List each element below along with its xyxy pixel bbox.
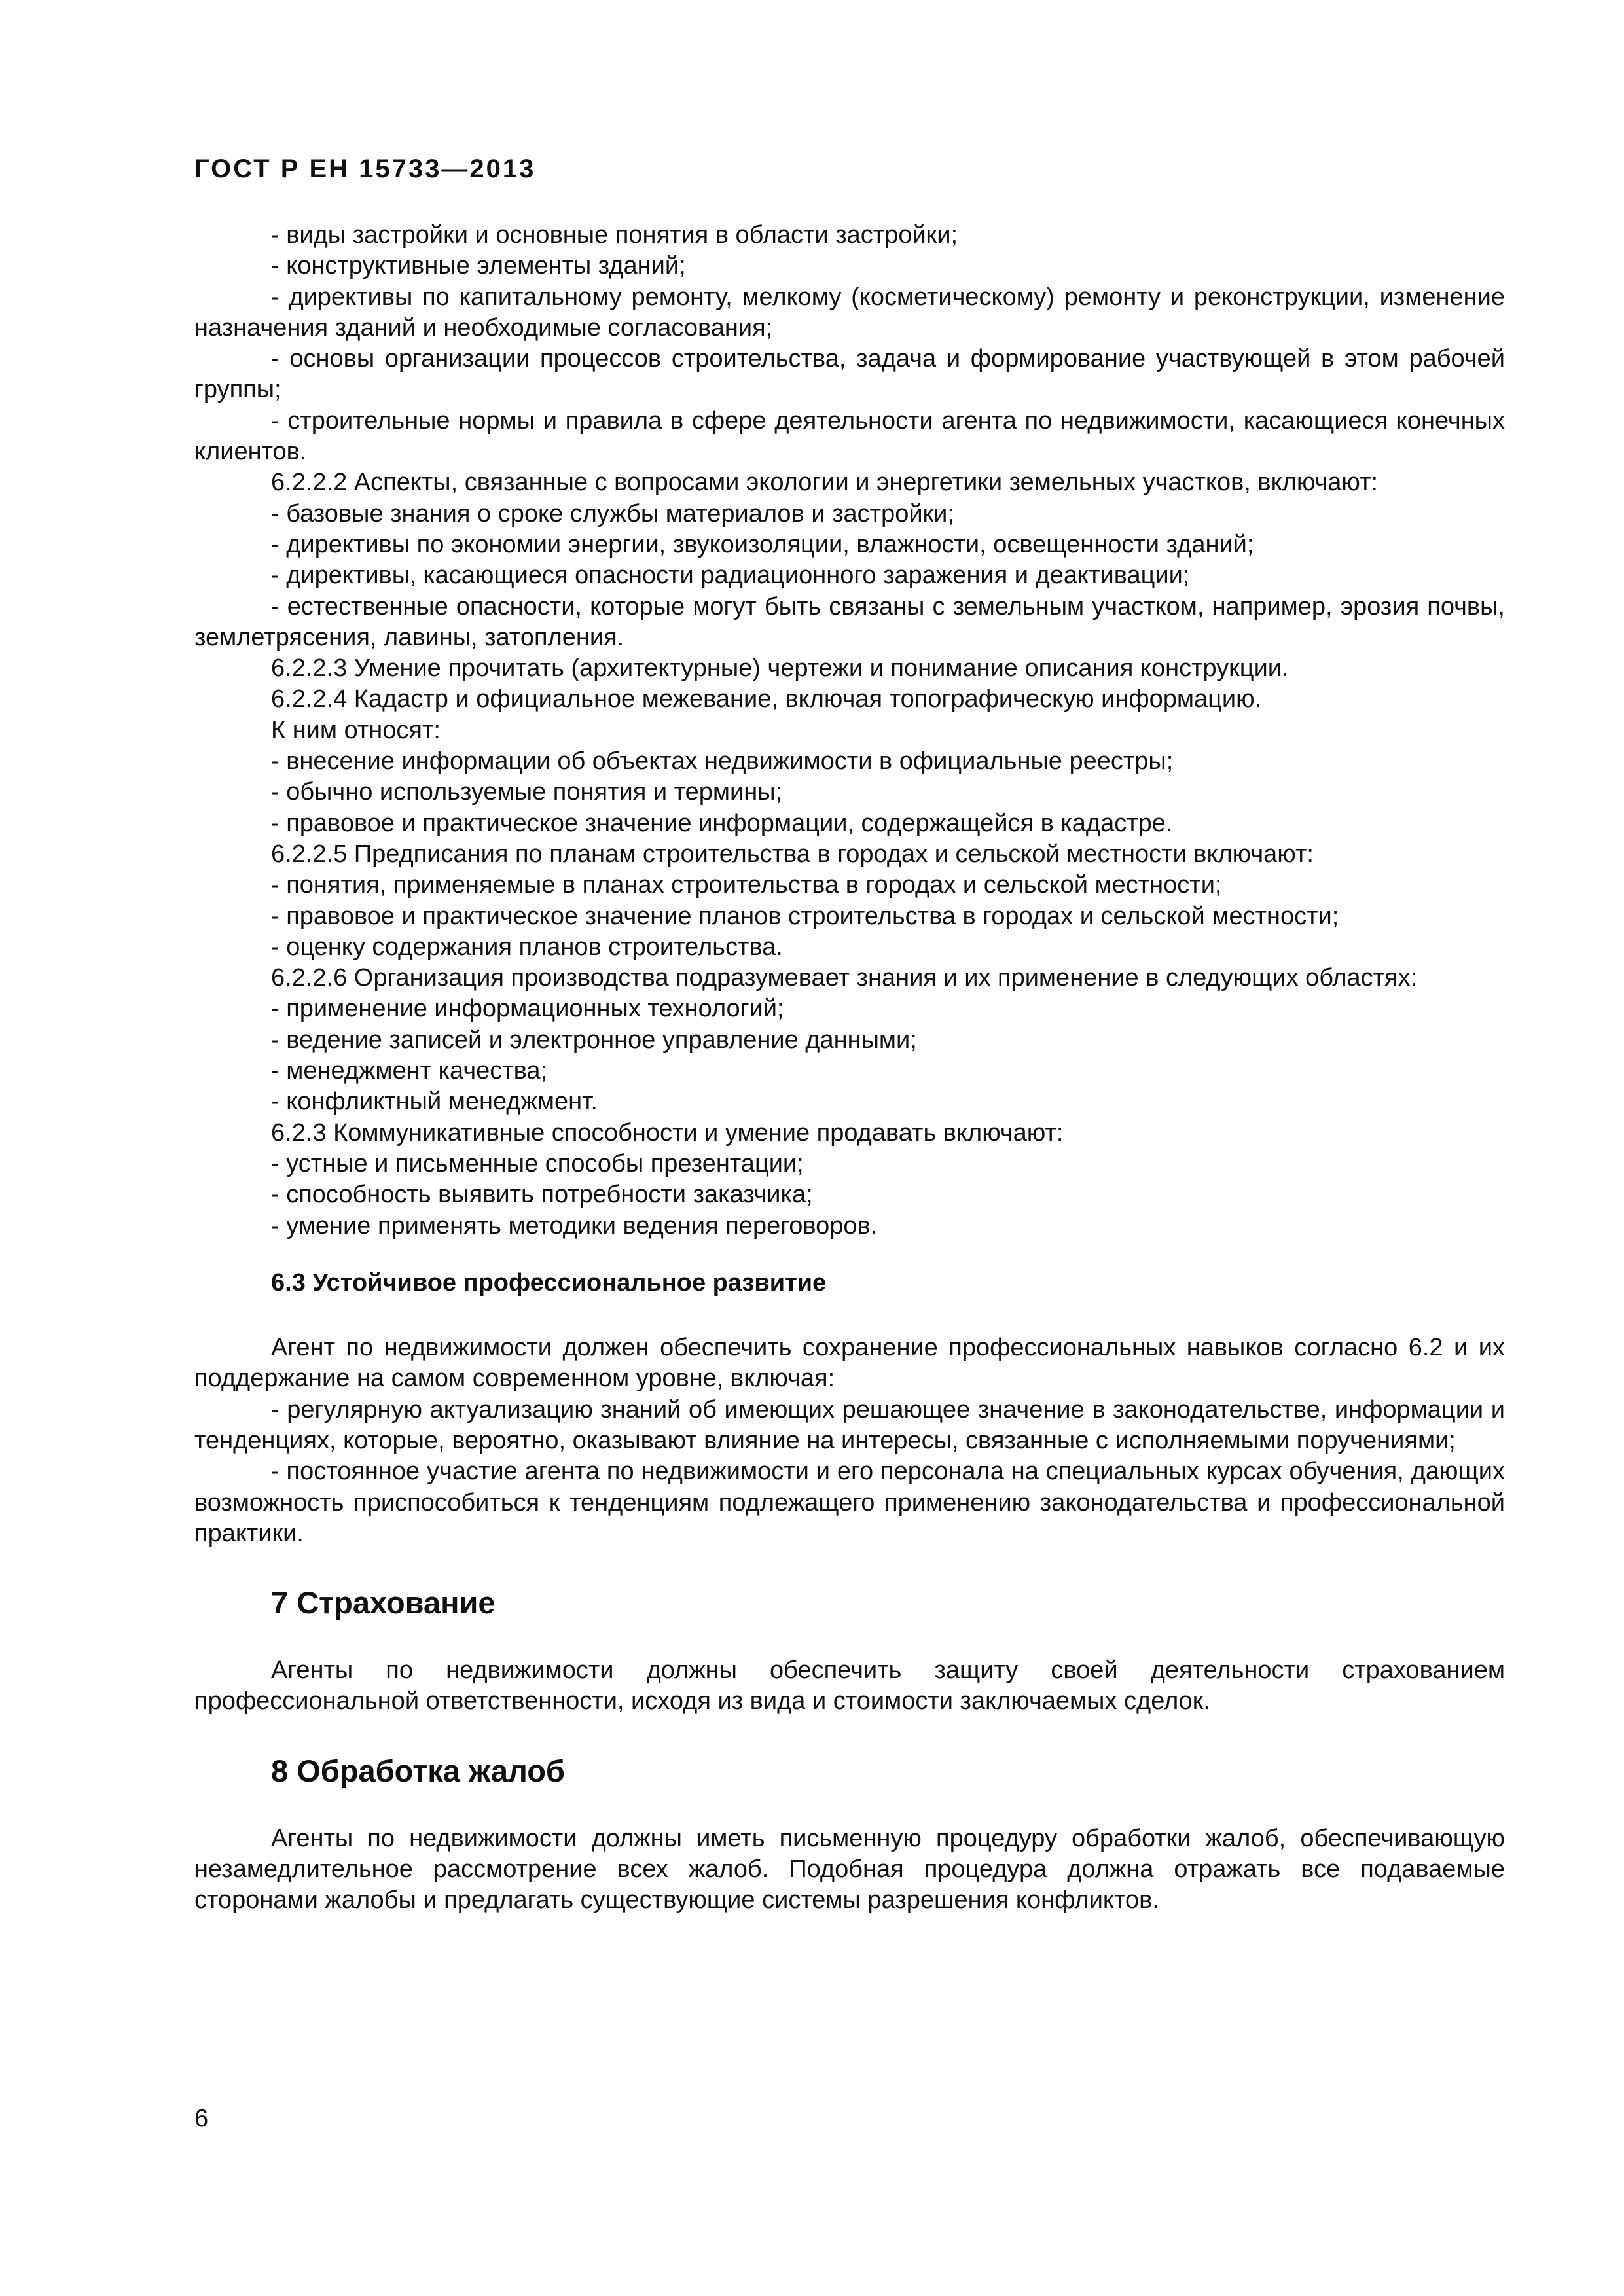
list-item: - правовое и практическое значение информации, содержащейся в кадастре. [271, 809, 1173, 837]
clause-6-2-2-5: 6.2.2.5 Предписания по планам строительства в городах и сельской местности включают: [271, 840, 1314, 868]
list-item: - умение применять методики ведения переговоров. [271, 1211, 878, 1240]
list-item: - понятия, применяемые в планах строительства в городах и сельской местности; [271, 871, 1222, 899]
clause-text: К ним относят: [271, 716, 441, 744]
list-item: - устные и письменные способы презентации; [271, 1149, 804, 1177]
list-item: - строительные нормы и правила в сфере деятельности агента по недвижимости, касающиеся конечных клиентов. [194, 406, 1505, 466]
list-item: - директивы по капитальному ремонту, мелкому (косметическому) ремонту и реконструкции, изменение назначения зданий и необходимые согласования; [194, 283, 1505, 342]
list-item: - конструктивные элементы зданий; [271, 252, 686, 280]
clause-6-2-3: 6.2.3 Коммуникативные способности и умение продавать включают: [271, 1119, 1064, 1147]
list-item: - правовое и практическое значение планов строительства в городах и сельской местности; [271, 902, 1339, 930]
section-heading-6-3: 6.3 Устойчивое профессиональное развитие [271, 1268, 827, 1297]
clause-6-2-2-3: 6.2.2.3 Умение прочитать (архитектурные) чертежи и понимание описания конструкции. [271, 655, 1289, 683]
list-item: - базовые знания о сроке службы материалов и застройки; [271, 499, 954, 528]
list-item: - конфликтный менеджмент. [271, 1088, 598, 1116]
document-header: ГОСТ Р ЕН 15733—2013 [194, 154, 536, 183]
paragraph: Агенты по недвижимости должны иметь письменную процедуру обработки жалоб, обеспечивающую незамедлительное рассмотрение всех жалоб. Подобная процедура должна отражать все подаваемые сторонами жалобы и предлагать существующие системы разрешения конфликтов. [194, 1824, 1505, 1914]
list-item: - менеджмент качества; [271, 1057, 548, 1085]
list-item: - обычно используемые понятия и термины; [271, 778, 783, 806]
list-item: - оценку содержания планов строительства. [271, 933, 783, 961]
list-item: - применение информационных технологий; [271, 995, 784, 1023]
document-body [194, 220, 1505, 1916]
paragraph: Агенты по недвижимости должны обеспечить защиту своей деятельности страхованием профессиональной ответственности, исходя из вида и стоимости заключаемых сделок. [194, 1657, 1505, 1715]
list-item: - директивы, касающиеся опасности радиационного заражения и деактивации; [271, 562, 1190, 590]
list-item: - внесение информации об объектах недвижимости в официальные реестры; [271, 747, 1174, 776]
list-item: - виды застройки и основные понятия в области застройки; [271, 221, 958, 249]
clause-6-2-2-6: 6.2.2.6 Организация производства подразумевает знания и их применение в следующих областях: [271, 964, 1418, 992]
list-item: - директивы по экономии энергии, звукоизоляции, влажности, освещенности зданий; [271, 530, 1254, 558]
list-item: - регулярную актуализацию знаний об имеющих решающее значение в законодательстве, информации и тенденциях, которые, вероятно, оказывают влияние на интересы, связанные с исполняемыми поручениями; [194, 1395, 1505, 1454]
list-item: - ведение записей и электронное управление данными; [271, 1026, 917, 1054]
list-item: - естественные опасности, которые могут быть связаны с земельным участком, например, эрозия почвы, землетрясения, лавины, затопления. [194, 592, 1505, 651]
section-heading-7: 7 Страхование [271, 1585, 496, 1621]
list-item: - постоянное участие агента по недвижимости и его персонала на специальных курсах обучения, дающих возможность приспособиться к тенденциям подлежащего применению законодательства и профессиональной практики. [194, 1458, 1505, 1547]
clause-6-2-2-4: 6.2.2.4 Кадастр и официальное межевание, включая топографическую информацию. [271, 685, 1262, 713]
list-item: - основы организации процессов строительства, задача и формирование участвующей в этом рабочей группы; [194, 345, 1505, 404]
section-heading-8: 8 Обработка жалоб [271, 1753, 565, 1788]
page-number: 6 [194, 2105, 209, 2132]
paragraph: Агент по недвижимости должен обеспечить сохранение профессиональных навыков согласно 6.2 и их поддержание на самом современном уровне, включая: [194, 1334, 1505, 1393]
clause-6-2-2-2: 6.2.2.2 Аспекты, связанные с вопросами экологии и энергетики земельных участков, включают: [271, 469, 1379, 497]
list-item: - способность выявить потребности заказчика; [271, 1181, 813, 1209]
